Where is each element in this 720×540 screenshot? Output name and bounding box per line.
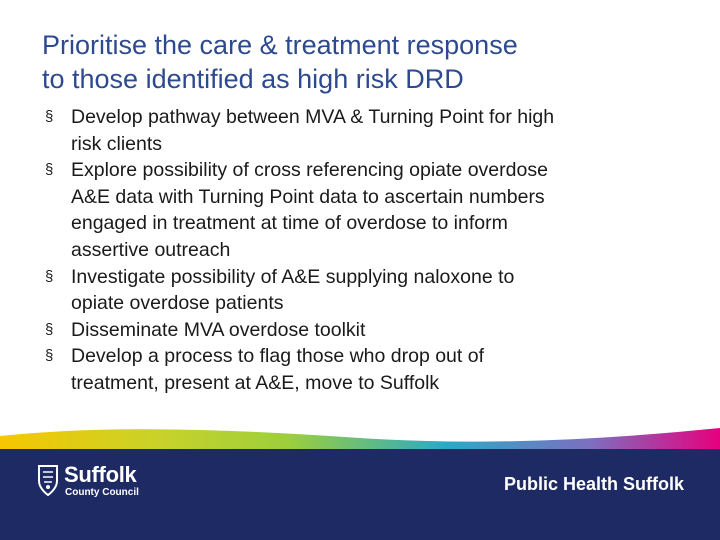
bullet-marker: § <box>45 108 54 125</box>
bullet-text-line: Develop a process to flag those who drop out of <box>71 345 485 368</box>
bullet-marker: § <box>45 267 54 285</box>
bullet-text-line: A&E data with Turning Point data to ascertain numbers <box>71 185 545 208</box>
logo-name: Suffolk <box>64 462 137 487</box>
bullet-item <box>44 157 684 263</box>
bullet-text-line: engaged in treatment at time of overdose to inform <box>71 212 508 235</box>
bullet-marker: § <box>45 161 54 179</box>
suffolk-county-council-logo <box>36 463 176 503</box>
logo-subtitle: County Council <box>65 487 139 498</box>
bullet-item <box>44 264 684 317</box>
bullet-item <box>44 104 684 157</box>
slide-title <box>42 28 702 96</box>
bullet-item <box>44 343 684 396</box>
bullet-text-line: Explore possibility of cross referencing opiate overdose <box>71 159 548 182</box>
bullet-item <box>44 317 684 344</box>
bullet-text-line: Investigate possibility of A&E supplying naloxone to <box>71 265 515 288</box>
slide-title-line: to those identified as high risk DRD <box>42 64 464 94</box>
public-health-suffolk-brand: Public Health Suffolk <box>503 474 684 494</box>
bullet-text-line: Develop pathway between MVA & Turning Point for high <box>71 106 555 128</box>
bullet-text <box>71 317 684 344</box>
bullet-text-line: treatment, present at A&E, move to Suffolk <box>71 371 440 394</box>
bullet-text-line: Disseminate MVA overdose toolkit <box>71 318 366 341</box>
crest-icon <box>36 463 60 497</box>
bullet-list <box>44 104 684 397</box>
slide-title-line: Prioritise the care & treatment response <box>42 30 518 60</box>
bullet-text-line: risk clients <box>71 132 163 155</box>
bullet-text-line: assertive outreach <box>71 238 231 261</box>
bullet-text <box>71 343 684 396</box>
bullet-marker: § <box>45 347 54 365</box>
bullet-text <box>71 264 684 317</box>
bullet-marker: § <box>45 320 54 338</box>
bullet-text <box>71 157 684 263</box>
bullet-text-line: opiate overdose patients <box>71 292 284 315</box>
bullet-text <box>71 104 684 157</box>
